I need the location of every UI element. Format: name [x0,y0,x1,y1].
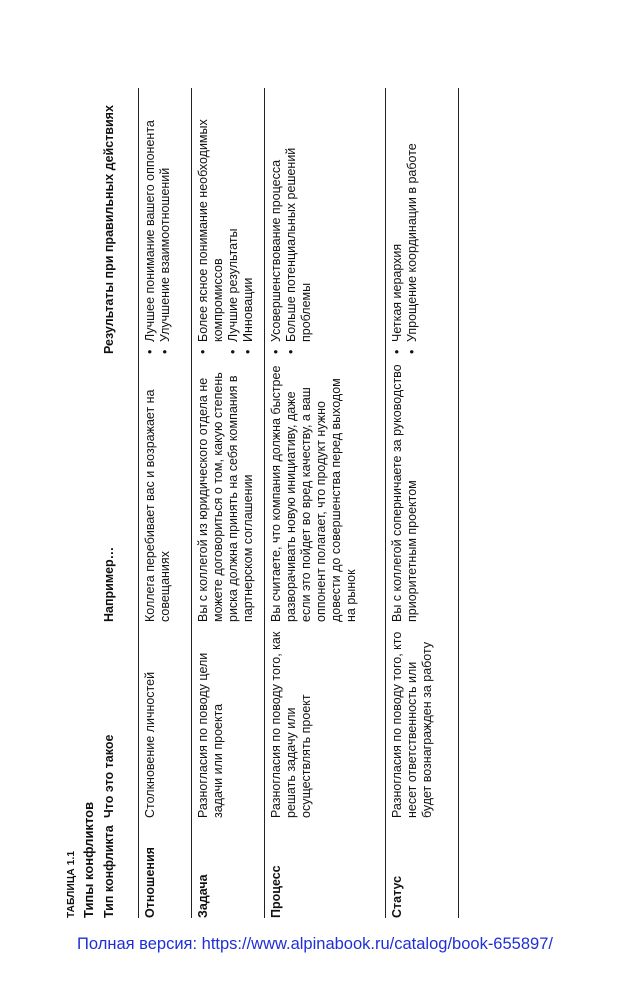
cell-results [265,88,386,354]
cell-what: Разногласия по поводу цели задачи или проекта [192,622,265,818]
cell-type: Задача [192,818,265,918]
cell-example: Вы с коллегой из юридического отдела не можете договориться о том, какую степень риска должна принять на себя компания в партнерском соглашении [192,354,265,622]
table-caption: ТАБЛИЦА 1.1 [66,850,77,918]
full-version-link[interactable]: Полная версия: https://www.alpinabook.ru/catalog/book-655897/ [77,935,553,953]
table-title: Типы конфликтов [81,801,96,918]
result-item: • Улучшение взаимоотношений [158,96,173,354]
cell-type: Отношения [139,818,192,918]
table-row [139,88,192,918]
cell-results [139,88,192,354]
result-item: • Инновации [241,96,256,354]
full-version-footer[interactable] [10,935,620,954]
cell-example: Вы считаете, что компания должна быстрее разворачивать новую инициативу, даже если это пойдет во вред качеству, а ваш оппонент полагает, что продукт нужно довести до совершенства перед выходом на рынок [265,354,386,622]
header-type: Тип конфликта [96,818,139,918]
result-item: • Лучшее понимание вашего оппонента [143,96,158,354]
rotated-table-page [66,88,526,918]
cell-what: Разногласия по поводу того, кто несет ответственность или будет вознагражден за работу [386,622,459,818]
cell-what: Разногласия по поводу того, как решать задачу или осуществлять проект [265,622,386,818]
result-item: • Усовершенствование процесса [269,96,284,354]
header-results: Результаты при правильных действиях [96,88,139,354]
table-header-row [96,88,139,918]
header-example: Например… [96,354,139,622]
cell-results [192,88,265,354]
result-item: • Упрощение координации в работе [405,96,420,354]
result-item: • Лучшие результаты [226,96,241,354]
table-row [386,88,459,918]
cell-results [386,88,459,354]
cell-type: Статус [386,818,459,918]
cell-type: Процесс [265,818,386,918]
cell-example: Коллега перебивает вас и возражает на совещаниях [139,354,192,622]
cell-example: Вы с коллегой соперничаете за руководство приоритетным проектом [386,354,459,622]
result-item: • Четкая иерархия [390,96,405,354]
header-what: Что это такое [96,622,139,818]
cell-what: Столкновение личностей [139,622,192,818]
table-row [265,88,386,918]
table-row [192,88,265,918]
result-item: • Больше потенциальных решений проблемы [284,96,314,354]
result-item: • Более ясное понимание необходимых компромиссов [196,96,226,354]
conflict-types-table [96,88,459,918]
